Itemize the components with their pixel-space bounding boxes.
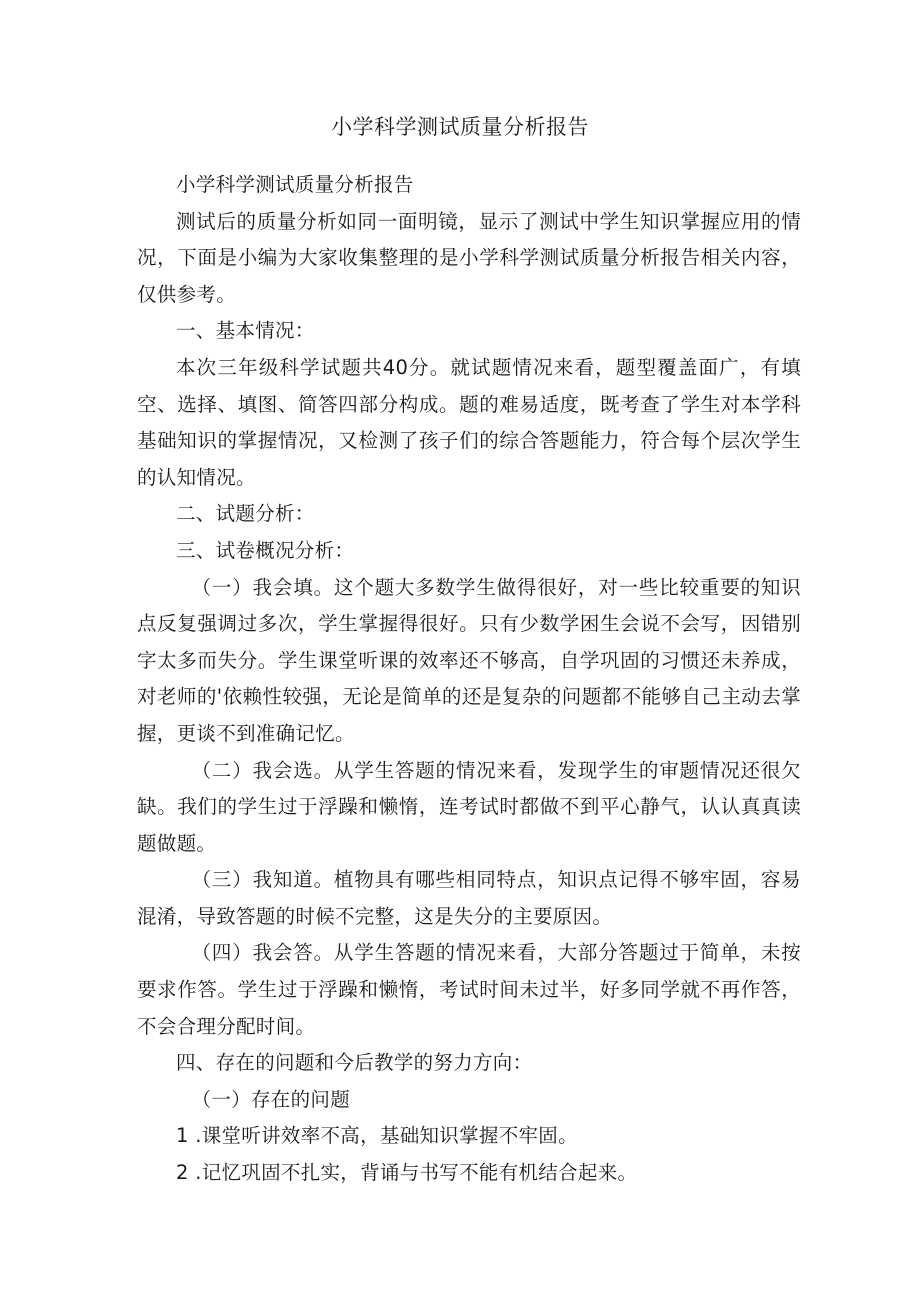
document-title: 小学科学测试质量分析报告 xyxy=(331,115,589,139)
paragraph-subtitle: 小学科学测试质量分析报告 xyxy=(176,173,414,196)
paragraph-choice: （二）我会选。从学生答题的情况来看，发现学生的审题情况还很欠缺。我们的学生过于浮躁和懒惰，连考试时都做不到平心静气，认认真真读题做题。 xyxy=(137,758,801,855)
list-item-problem-2: 2 .记忆巩固不扎实，背诵与书写不能有机结合起来。 xyxy=(176,1161,638,1185)
paragraph-knowledge: （三）我知道。植物具有哪些相同特点，知识点记得不够牢固，容易混淆，导致答题的时候不完整，这是失分的主要原因。 xyxy=(137,868,801,928)
paragraph-answer: （四）我会答。从学生答题的情况来看，大部分答题过于简单，未按要求作答。学生过于浮躁和懒惰，考试时间未过半，好多同学就不再作答，不会合理分配时间。 xyxy=(137,941,801,1038)
heading-existing-problems: （一）存在的问题 xyxy=(191,1087,350,1111)
paragraph-fill-in: （一）我会填。这个题大多数学生做得很好，对一些比较重要的知识点反复强调过多次，学生掌握得很好。只有少数学困生会说不会写，因错别字太多而失分。学生课堂听课的效率还不够高，自学巩固的习惯还未养成，对老师的'依赖性较强，无论是简单的还是复杂的问题都不能够自己主动去掌握，更谈不到准确记忆。 xyxy=(137,575,801,745)
list-item-problem-1: 1 .课堂听讲效率不高，基础知识掌握不牢固。 xyxy=(176,1124,578,1148)
paragraph-basic-situation: 本次三年级科学试题共40分。就试题情况来看，题型覆盖面广，有填空、选择、填图、简答四部分构成。题的难易适度，既考查了学生对本学科基础知识的掌握情况，又检测了孩子们的综合答题能力，符合每个层次学生的认知情况。 xyxy=(137,355,801,489)
document-body xyxy=(137,167,801,1192)
heading-question-analysis: 二、试题分析： xyxy=(176,502,315,526)
heading-problems-direction: 四、存在的问题和今后教学的努力方向： xyxy=(176,1051,533,1075)
paragraph-intro: 测试后的质量分析如同一面明镜，显示了测试中学生知识掌握应用的情况，下面是小编为大家收集整理的是小学科学测试质量分析报告相关内容，仅供参考。 xyxy=(137,209,801,306)
heading-basic-situation: 一、基本情况： xyxy=(176,319,315,343)
heading-paper-overview: 三、试卷概况分析： xyxy=(176,538,355,562)
